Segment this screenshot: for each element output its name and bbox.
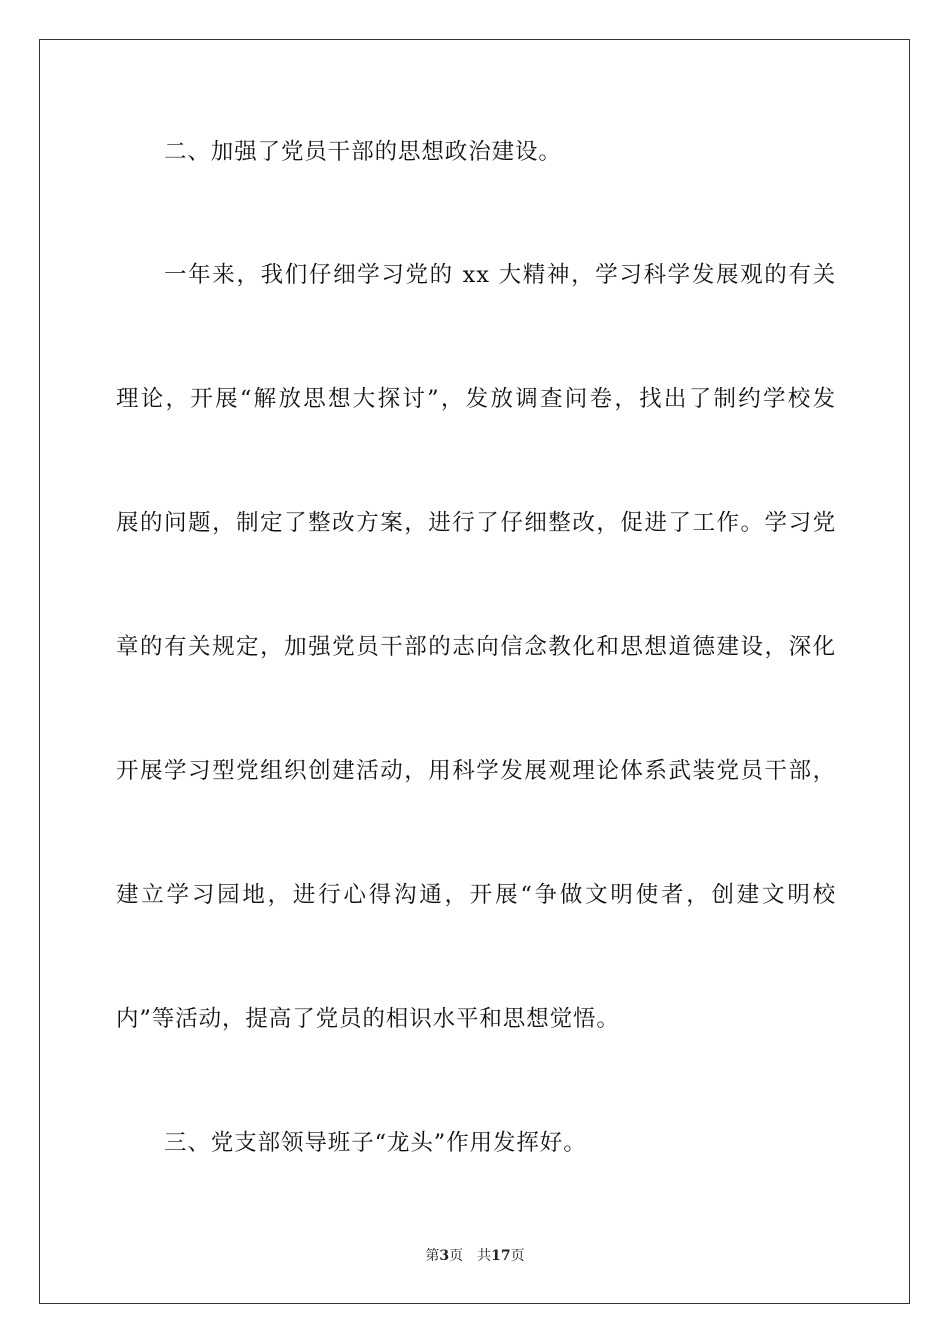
paragraph-line: 章的有关规定，加强党员干部的志向信念教化和思想道德建设，深化 [116,634,836,660]
total-label-prefix: 共 [477,1248,492,1264]
section-heading-2: 二、加强了党员干部的思想政治建设。 [164,139,562,165]
paragraph-line: 一年来，我们仔细学习党的 xx 大精神，学习科学发展观的有关 [164,262,836,288]
page-footer [0,1246,950,1266]
page-number: 3 [439,1248,450,1264]
paragraph-line: 建立学习园地，进行心得沟通，开展“争做文明使者，创建文明校 [116,882,836,908]
section-heading-3: 三、党支部领导班子“龙头”作用发挥好。 [164,1130,587,1156]
page-label-suffix: 页 [449,1248,464,1264]
page-label-prefix: 第 [425,1248,440,1264]
total-label-suffix: 页 [510,1248,525,1264]
paragraph-line: 开展学习型党组织创建活动，用科学发展观理论体系武装党员干部， [116,758,836,784]
paragraph-line: 理论，开展“解放思想大探讨”，发放调查问卷，找出了制约学校发 [116,386,836,412]
paragraph-line: 展的问题，制定了整改方案，进行了仔细整改，促进了工作。学习党 [116,510,836,536]
total-pages: 17 [491,1248,511,1264]
paragraph-line: 内”等活动，提高了党员的相识水平和思想觉悟。 [116,1006,620,1032]
page-border [39,39,910,1304]
